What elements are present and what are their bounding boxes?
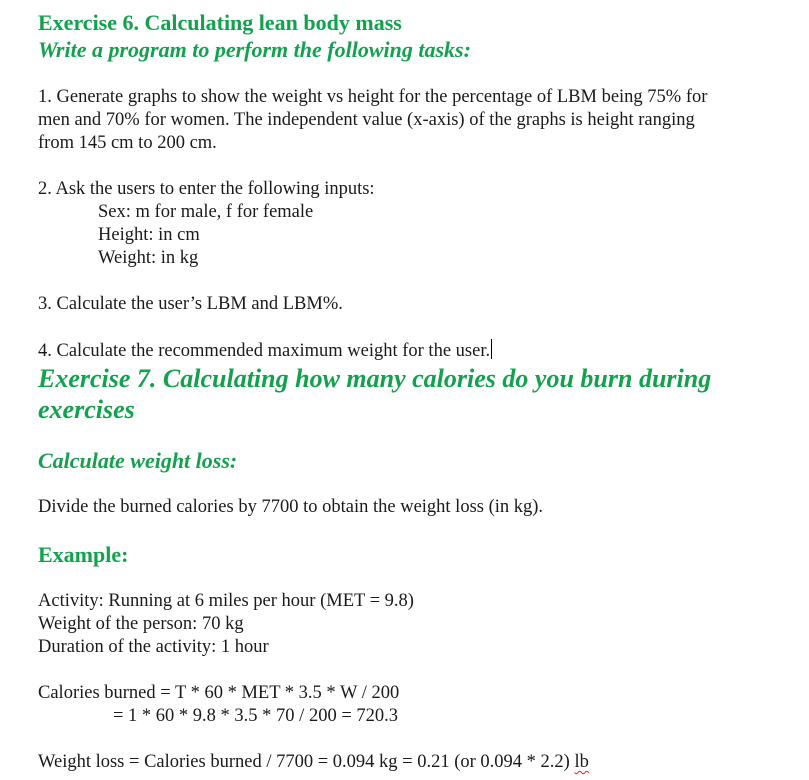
calories-result: = 1 * 60 * 9.8 * 3.5 * 70 / 200 = 720.3 <box>113 706 399 726</box>
exercise6-title: Exercise 6. Calculating lean body mass <box>38 10 402 35</box>
example-heading: Example: <box>38 542 129 567</box>
task3: 3. Calculate the user’s LBM and LBM%. <box>38 294 343 314</box>
weight-loss-result: Weight loss = Calories burned / 7700 = 0.094 kg = 0.21 (or 0.094 * 2.2) <box>38 752 570 772</box>
input-sex: Sex: m for male, f for female <box>98 202 314 222</box>
task1-line3: from 145 cm to 200 cm. <box>38 133 217 153</box>
task2-intro: 2. Ask the users to enter the following inputs: <box>38 179 375 199</box>
task1-line1: 1. Generate graphs to show the weight vs height for the percentage of LBM being 75% for <box>38 87 708 107</box>
exercise7-title-line1: Exercise 7. Calculating how many calories do you burn during <box>38 364 712 393</box>
calories-formula: Calories burned = T * 60 * MET * 3.5 * W / 200 <box>38 683 400 703</box>
weight-loss-unit: lb <box>574 752 589 772</box>
task4-line <box>38 339 778 363</box>
document-page <box>38 9 778 774</box>
input-height: Height: in cm <box>98 225 200 245</box>
example-activity: Activity: Running at 6 miles per hour (MET = 9.8) <box>38 591 414 611</box>
text-cursor <box>491 339 492 359</box>
exercise7-title-line2: exercises <box>38 395 135 424</box>
task4: 4. Calculate the recommended maximum weight for the user. <box>38 341 491 361</box>
example-duration: Duration of the activity: 1 hour <box>38 637 269 657</box>
input-weight: Weight: in kg <box>98 248 199 268</box>
task1-line2: men and 70% for women. The independent value (x-axis) of the graphs is height ranging <box>38 110 695 130</box>
weight-loss-heading: Calculate weight loss: <box>38 448 238 473</box>
weight-loss-text: Divide the burned calories by 7700 to obtain the weight loss (in kg). <box>38 497 544 517</box>
weight-loss-result-line <box>38 751 778 774</box>
exercise6-subtitle: Write a program to perform the following tasks: <box>38 37 471 62</box>
example-person-weight: Weight of the person: 70 kg <box>38 614 244 634</box>
